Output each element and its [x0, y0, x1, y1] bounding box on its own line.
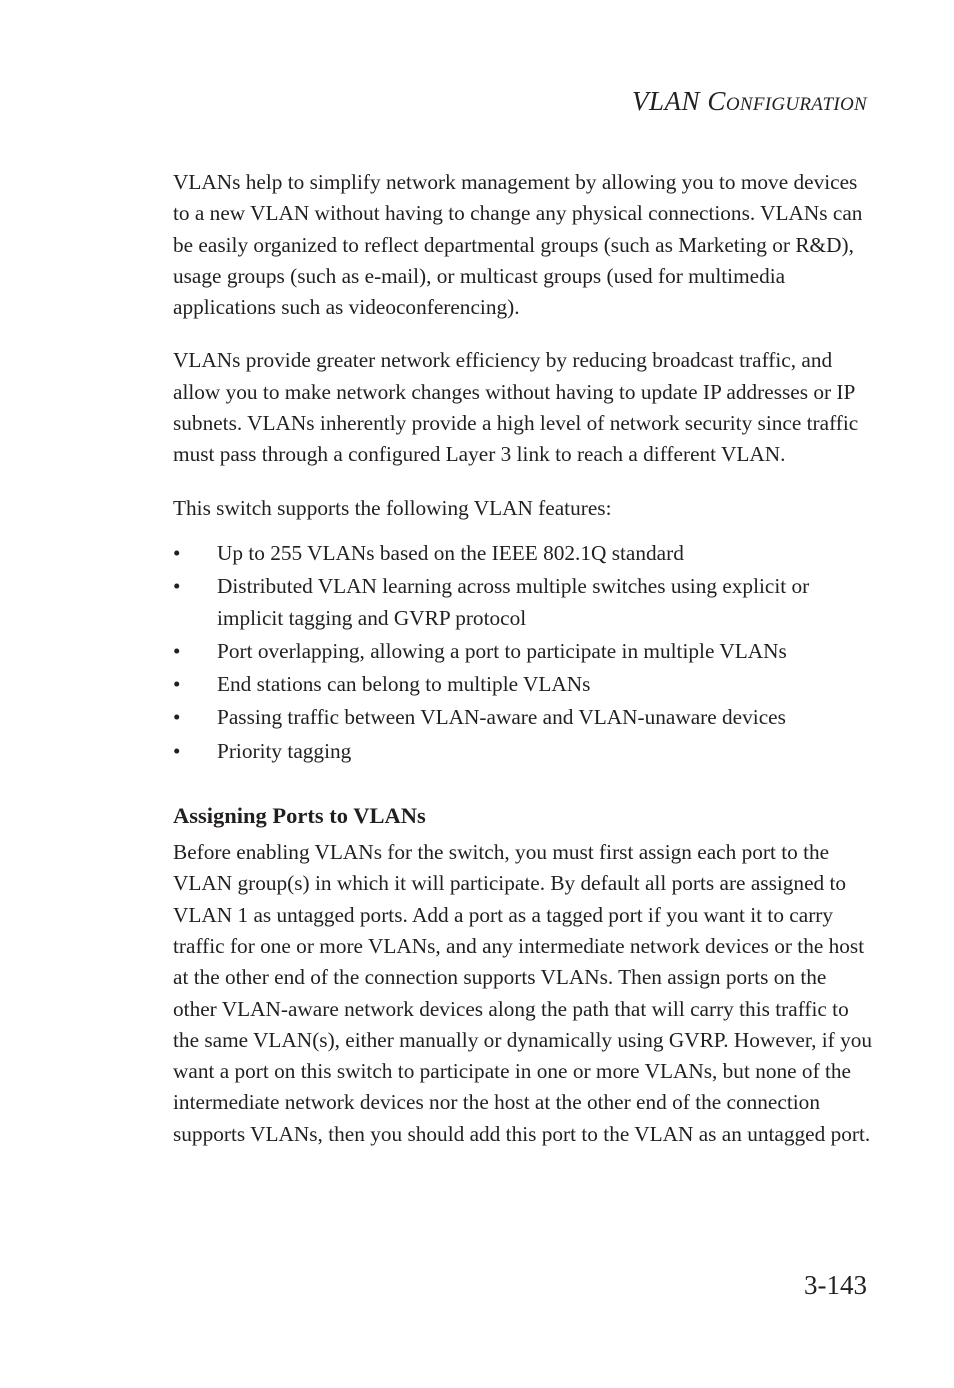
section-body-paragraph: Before enabling VLANs for the switch, you must first assign each port to the VLAN group(s) in which it will participate. By default all ports are assigned to VLAN 1 as untagged ports. Add a port as a tagged port if you want it to carry traffic for one or more VLANs, and any intermediate network devices or the host at the other end of the connection supports VLANs. Then assign ports on the other VLAN-aware network devices along the path that will carry this traffic to the same VLAN(s), either manually or dynamically using GVRP. However, if you want a port on this switch to participate in one or more VLANs, but none of the intermediate network devices nor the host at the other end of the connection supports VLANs, then you should add this port to the VLAN as an untagged port.	[173, 840, 873, 1146]
list-item-text: End stations can belong to multiple VLANs	[217, 672, 591, 697]
list-item-text: Port overlapping, allowing a port to participate in multiple VLANs	[217, 638, 787, 663]
list-item	[173, 736, 873, 767]
list-item-text: Distributed VLAN learning across multiple switches using explicit or implicit tagging and GVRP protocol	[217, 574, 810, 630]
running-header-initial: C	[707, 86, 726, 116]
running-header-smallcaps: ONFIGURATION	[725, 94, 867, 115]
bullet-icon: •	[173, 574, 181, 599]
bullet-icon: •	[173, 638, 181, 663]
list-item	[173, 636, 873, 667]
page-number: 3-143	[804, 1270, 867, 1300]
list-item	[173, 702, 873, 733]
feature-list	[173, 538, 873, 767]
running-header	[632, 86, 867, 117]
section-heading: Assigning Ports to VLANs	[173, 803, 426, 829]
page-content	[173, 167, 873, 1150]
bullet-icon: •	[173, 738, 181, 763]
bullet-icon: •	[173, 705, 181, 730]
efficiency-paragraph: VLANs provide greater network efficiency by reducing broadcast traffic, and allow you to make network changes without having to update IP addresses or IP subnets. VLANs inherently provide a high level of network security since traffic must pass through a configured Layer 3 link to reach a different VLAN.	[173, 348, 859, 467]
bullet-icon: •	[173, 672, 181, 697]
features-intro-paragraph: This switch supports the following VLAN features:	[173, 495, 612, 520]
list-item-text: Priority tagging	[217, 738, 352, 763]
list-item-text: Up to 255 VLANs based on the IEEE 802.1Q standard	[217, 540, 684, 565]
list-item	[173, 538, 873, 569]
intro-paragraph: VLANs help to simplify network management by allowing you to move devices to a new VLAN without having to change any physical connections. VLANs can be easily organized to reflect departmental groups (such as Marketing or R&D), usage groups (such as e-mail), or multicast groups (used for multimedia applications such as videoconferencing).	[173, 170, 863, 320]
list-item-text: Passing traffic between VLAN-aware and VLAN-unaware devices	[217, 705, 786, 730]
bullet-icon: •	[173, 540, 181, 565]
running-header-main: VLAN	[632, 86, 701, 116]
list-item	[173, 571, 873, 634]
list-item	[173, 669, 873, 700]
